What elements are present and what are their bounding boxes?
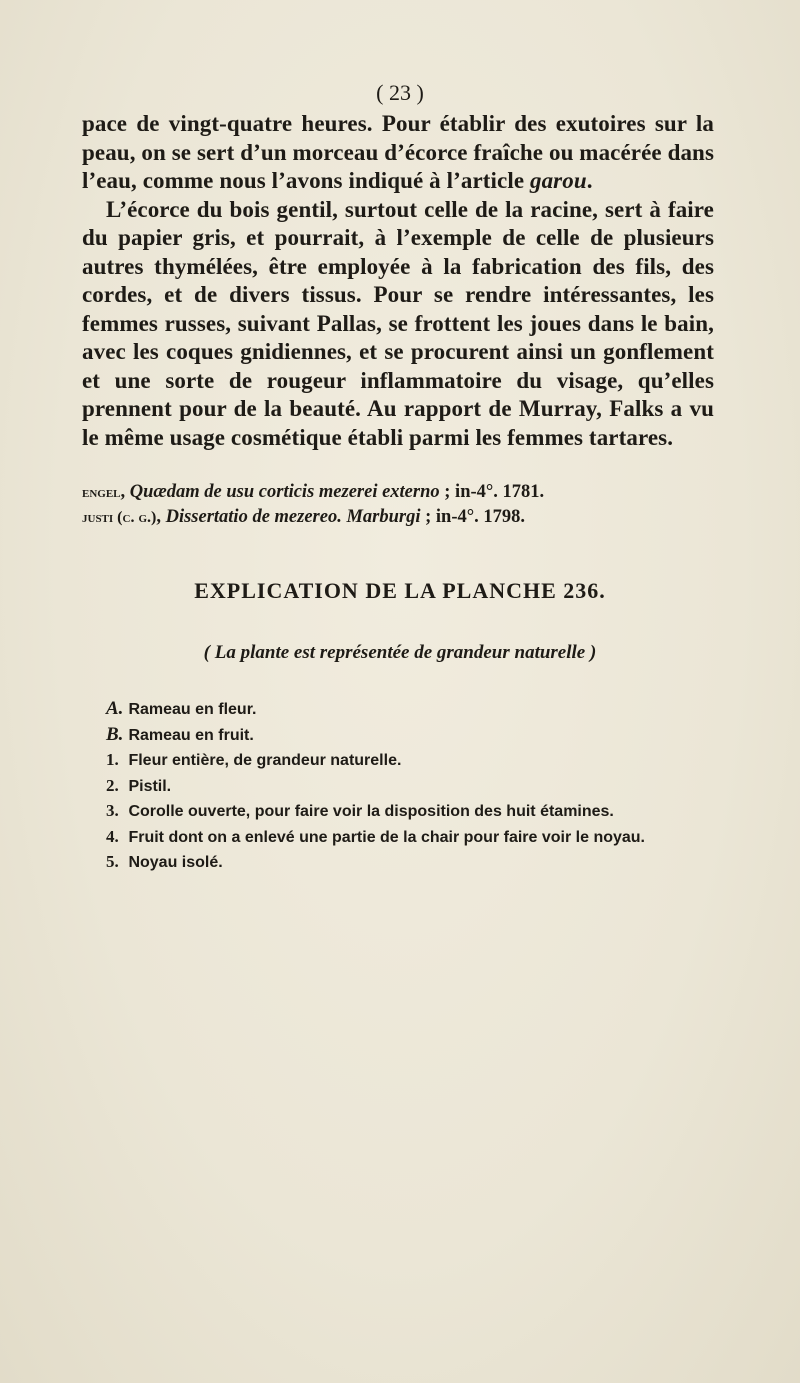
legend-mark: B. [106,723,124,745]
legend-text: Pistil. [124,777,172,795]
reference-separator: , [156,507,166,527]
legend-item [106,748,746,774]
reference-author: engel [82,484,121,501]
reference-details: ; in-4°. 1781. [439,482,545,502]
plate-heading: EXPLICATION DE LA PLANCHE 236. [194,578,606,603]
reference-details: ; in-4°. 1798. [420,507,526,527]
reference-title: Dissertatio de mezereo. Marburgi [165,507,421,527]
legend-text: Rameau en fruit. [124,726,254,744]
legend-mark: 5. [106,852,119,871]
paragraph-1-term: garou [529,168,587,193]
legend-text: Corolle ouverte, pour faire voir la disposition des huit étamines. [124,803,614,820]
reference-item [82,480,722,505]
legend-item [106,697,746,723]
legend-text: Noyau isolé. [124,854,223,871]
legend-text: Rameau en fleur. [124,701,257,718]
paragraph-1 [82,110,714,196]
legend-text: Fleur entière, de grandeur naturelle. [124,752,402,769]
page-number: ( 23 ) [376,80,424,105]
reference-title: Quædam de usu corticis mezerei externo [129,482,440,502]
legend-item [106,723,746,749]
references [82,480,722,530]
reference-separator: , [120,482,130,502]
paragraph-1-text: pace de vingt-quatre heures. Pour établir des exutoires sur la peau, on se sert d’un morceau d’écorce fraîche ou macérée dans l’eau, comme nous l’avons indiqué à l’article [82,111,714,193]
legend-item [106,825,746,851]
legend-mark: 1. [106,750,119,769]
legend-mark: A. [106,698,124,719]
legend-mark: 4. [106,826,119,846]
paragraph-1-end: . [586,168,593,193]
legend-item [106,799,746,825]
reference-item [82,505,722,530]
body-text [82,110,714,452]
legend-item [106,774,746,800]
legend-item [106,850,746,876]
legend-text: Fruit dont on a enlevé une partie de la chair pour faire voir le noyau. [124,828,645,846]
paragraph-2: L’écorce du bois gentil, surtout celle de la racine, sert à faire du papier gris, et pourrait, à l’exemple de celle de plusieurs autres thymélées, être employée à la fabrication des fils, des cordes, et de divers tissus. Pour se rendre intéressantes, les femmes russes, suivant Pallas, se frottent les joues dans le bain, avec les coques gnidiennes, et se procurent ainsi un gonflement et une sorte de rougeur inflammatoire du visage, qu’elles prennent pour de la beauté. Au rapport de Murray, Falks a vu le même usage cosmétique établi parmi les femmes tartares. [82,196,714,450]
plate-subheading: ( La plante est représentée de grandeur naturelle ) [203,642,597,663]
reference-author: justi (c. g.) [82,509,157,526]
plate-legend [106,697,746,876]
legend-mark: 3. [106,801,119,820]
legend-mark: 2. [106,775,119,795]
